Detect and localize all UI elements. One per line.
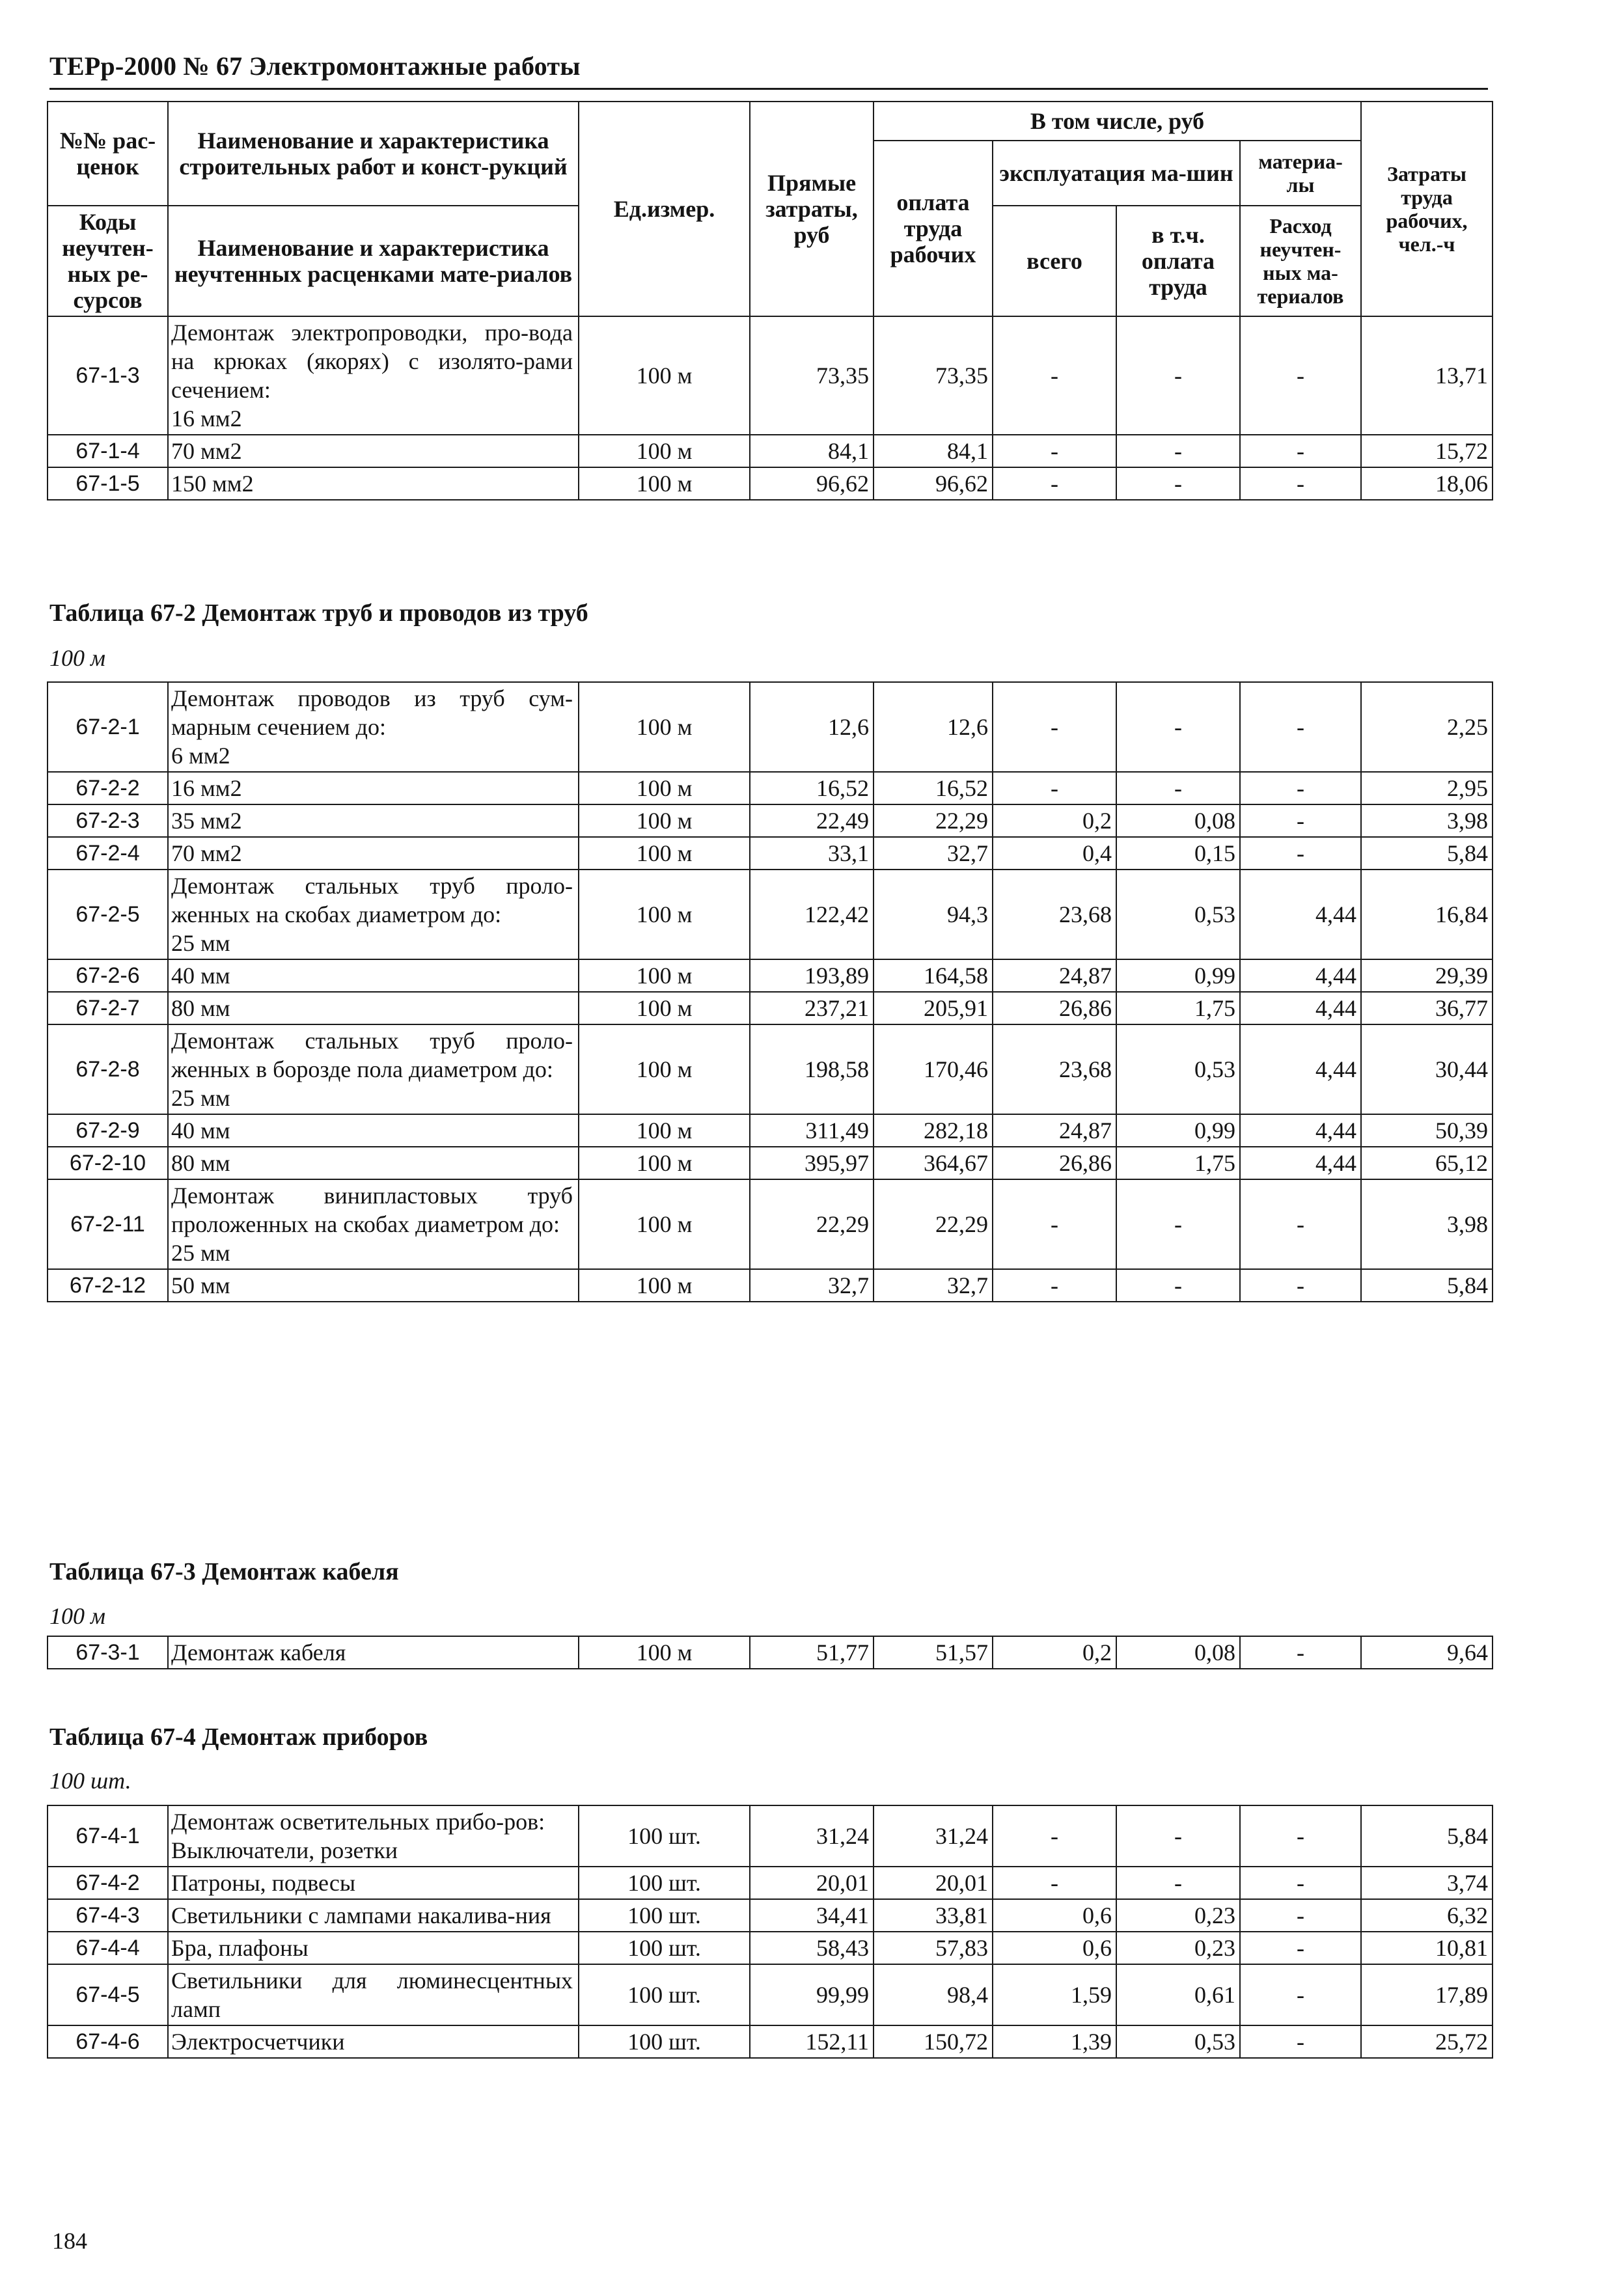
row-unit: 100 шт.	[579, 1805, 750, 1867]
row-direct-cost: 12,6	[750, 682, 874, 772]
row-machines-total: 0,4	[993, 837, 1116, 870]
row-unit: 100 м	[579, 316, 750, 435]
row-direct-cost: 311,49	[750, 1114, 874, 1147]
row-code: 67-2-12	[48, 1269, 168, 1302]
row-wage: 164,58	[874, 959, 993, 992]
table-row	[48, 1964, 1493, 2025]
row-machines-total: -	[993, 1867, 1116, 1899]
row-code: 67-2-4	[48, 837, 168, 870]
row-labor: 6,32	[1361, 1899, 1493, 1932]
row-materials: -	[1240, 1179, 1361, 1269]
row-materials: -	[1240, 772, 1361, 804]
row-unit: 100 м	[579, 682, 750, 772]
row-machines-wage: -	[1116, 467, 1240, 500]
row-wage: 12,6	[874, 682, 993, 772]
page-header	[49, 51, 1488, 90]
row-direct-cost: 96,62	[750, 467, 874, 500]
row-name: 80 мм	[168, 1147, 579, 1179]
row-direct-cost: 33,1	[750, 837, 874, 870]
row-machines-wage: -	[1116, 1867, 1240, 1899]
row-unit: 100 шт.	[579, 1899, 750, 1932]
row-machines-total: 26,86	[993, 992, 1116, 1024]
row-code: 67-2-9	[48, 1114, 168, 1147]
row-labor: 3,74	[1361, 1867, 1493, 1899]
row-machines-total: 26,86	[993, 1147, 1116, 1179]
row-machines-wage: -	[1116, 1269, 1240, 1302]
table-row	[48, 2025, 1493, 2058]
row-name: 150 мм2	[168, 467, 579, 500]
row-machines-wage: 0,08	[1116, 1636, 1240, 1669]
row-unit: 100 м	[579, 1269, 750, 1302]
table-row	[48, 1899, 1493, 1932]
row-name-sub: 16 мм2	[171, 405, 242, 432]
row-materials: -	[1240, 837, 1361, 870]
col-header-machines-wage: в т.ч. оплата труда	[1116, 206, 1240, 316]
row-name: 16 мм2	[168, 772, 579, 804]
row-unit: 100 м	[579, 467, 750, 500]
row-labor: 16,84	[1361, 870, 1493, 959]
row-labor: 5,84	[1361, 1805, 1493, 1867]
row-code: 67-4-6	[48, 2025, 168, 2058]
table-67-3	[47, 1636, 1493, 1669]
row-direct-cost: 122,42	[750, 870, 874, 959]
row-name: 80 мм	[168, 992, 579, 1024]
row-machines-wage: 0,53	[1116, 2025, 1240, 2058]
col-header-unit: Ед.измер.	[579, 102, 750, 316]
row-name-sub: 25 мм	[171, 1085, 230, 1111]
row-code: 67-3-1	[48, 1636, 168, 1669]
row-labor: 5,84	[1361, 1269, 1493, 1302]
row-wage: 98,4	[874, 1964, 993, 2025]
row-name	[168, 1805, 579, 1867]
row-wage: 84,1	[874, 435, 993, 467]
row-machines-total: 24,87	[993, 1114, 1116, 1147]
col-header-direct-cost: Прямые затраты, руб	[750, 102, 874, 316]
row-materials: -	[1240, 467, 1361, 500]
row-name: 40 мм	[168, 1114, 579, 1147]
table-row	[48, 992, 1493, 1024]
row-code: 67-2-5	[48, 870, 168, 959]
row-machines-total: -	[993, 1179, 1116, 1269]
row-materials: -	[1240, 1805, 1361, 1867]
table-row	[48, 1024, 1493, 1114]
table-row	[48, 772, 1493, 804]
table-row	[48, 1179, 1493, 1269]
table-row	[48, 1114, 1493, 1147]
table-row	[48, 804, 1493, 837]
row-machines-wage: 0,53	[1116, 870, 1240, 959]
row-direct-cost: 198,58	[750, 1024, 874, 1114]
row-wage: 32,7	[874, 837, 993, 870]
row-name: Бра, плафоны	[168, 1932, 579, 1964]
row-materials: 4,44	[1240, 992, 1361, 1024]
row-name-sub: 6 мм2	[171, 743, 230, 769]
row-materials: 4,44	[1240, 959, 1361, 992]
row-name-main: Демонтаж стальных труб проло-женных в борозде пола диаметром до:	[171, 1028, 573, 1082]
row-name: Светильники с лампами накалива-ния	[168, 1899, 579, 1932]
row-name: 70 мм2	[168, 837, 579, 870]
row-direct-cost: 395,97	[750, 1147, 874, 1179]
row-wage: 94,3	[874, 870, 993, 959]
row-name-main: Демонтаж винипластовых труб проложенных на скобах диаметром до:	[171, 1183, 573, 1237]
row-machines-total: 23,68	[993, 870, 1116, 959]
row-labor: 9,64	[1361, 1636, 1493, 1669]
row-wage: 73,35	[874, 316, 993, 435]
row-machines-wage: 1,75	[1116, 992, 1240, 1024]
row-direct-cost: 152,11	[750, 2025, 874, 2058]
row-unit: 100 м	[579, 870, 750, 959]
row-materials: 4,44	[1240, 1147, 1361, 1179]
row-labor: 36,77	[1361, 992, 1493, 1024]
row-unit: 100 шт.	[579, 2025, 750, 2058]
row-name: 35 мм2	[168, 804, 579, 837]
row-code: 67-2-3	[48, 804, 168, 837]
row-name	[168, 1179, 579, 1269]
row-unit: 100 м	[579, 1636, 750, 1669]
table-row	[48, 870, 1493, 959]
row-unit: 100 м	[579, 1147, 750, 1179]
row-machines-wage: 0,99	[1116, 1114, 1240, 1147]
row-machines-wage: 0,53	[1116, 1024, 1240, 1114]
row-direct-cost: 99,99	[750, 1964, 874, 2025]
section-unit-67-2: 100 м	[49, 645, 105, 671]
row-name-main: Демонтаж осветительных прибо-ров:	[171, 1809, 545, 1835]
row-labor: 50,39	[1361, 1114, 1493, 1147]
row-labor: 18,06	[1361, 467, 1493, 500]
section-title-67-4: Таблица 67-4 Демонтаж приборов	[49, 1723, 428, 1751]
table-row	[48, 1636, 1493, 1669]
section-title-67-3: Таблица 67-3 Демонтаж кабеля	[49, 1558, 399, 1585]
row-unit: 100 шт.	[579, 1964, 750, 2025]
row-code: 67-4-3	[48, 1899, 168, 1932]
row-wage: 22,29	[874, 804, 993, 837]
row-name-main: Демонтаж стальных труб проло-женных на скобах диаметром до:	[171, 873, 573, 927]
row-code: 67-2-2	[48, 772, 168, 804]
header-rule	[49, 88, 1488, 90]
row-wage: 22,29	[874, 1179, 993, 1269]
row-machines-wage: -	[1116, 772, 1240, 804]
row-direct-cost: 58,43	[750, 1932, 874, 1964]
row-machines-total: 1,59	[993, 1964, 1116, 2025]
row-machines-total: -	[993, 467, 1116, 500]
row-materials: -	[1240, 1932, 1361, 1964]
row-machines-total: -	[993, 1805, 1116, 1867]
row-wage: 20,01	[874, 1867, 993, 1899]
row-unit: 100 м	[579, 772, 750, 804]
row-machines-total: 0,2	[993, 804, 1116, 837]
row-unit: 100 м	[579, 959, 750, 992]
table-row	[48, 1147, 1493, 1179]
row-direct-cost: 16,52	[750, 772, 874, 804]
row-machines-wage: -	[1116, 1179, 1240, 1269]
row-name-main: Демонтаж электропроводки, про-вода на крюках (якорях) с изолято-рами сечением:	[171, 320, 573, 403]
row-machines-wage: -	[1116, 1805, 1240, 1867]
row-name	[168, 870, 579, 959]
row-name: Светильники для люминесцентных ламп	[168, 1964, 579, 2025]
row-unit: 100 м	[579, 837, 750, 870]
page-number: 184	[52, 2228, 87, 2254]
row-name	[168, 682, 579, 772]
row-wage: 364,67	[874, 1147, 993, 1179]
col-header-name: Наименование и характеристика строительных работ и конст-рукций	[168, 102, 579, 206]
row-unit: 100 м	[579, 992, 750, 1024]
table-row	[48, 1867, 1493, 1899]
row-name-main: Демонтаж проводов из труб сум-марным сечением до:	[171, 685, 573, 740]
row-wage: 33,81	[874, 1899, 993, 1932]
row-code: 67-1-5	[48, 467, 168, 500]
row-code: 67-2-1	[48, 682, 168, 772]
row-labor: 10,81	[1361, 1932, 1493, 1964]
row-unit: 100 м	[579, 1024, 750, 1114]
row-direct-cost: 34,41	[750, 1899, 874, 1932]
table-row	[48, 1805, 1493, 1867]
row-machines-total: -	[993, 316, 1116, 435]
row-labor: 65,12	[1361, 1147, 1493, 1179]
row-materials: -	[1240, 1964, 1361, 2025]
row-direct-cost: 22,29	[750, 1179, 874, 1269]
row-labor: 2,25	[1361, 682, 1493, 772]
row-materials: -	[1240, 1269, 1361, 1302]
row-materials: 4,44	[1240, 1114, 1361, 1147]
row-code: 67-1-4	[48, 435, 168, 467]
row-wage: 57,83	[874, 1932, 993, 1964]
table-row	[48, 316, 1493, 435]
row-labor: 29,39	[1361, 959, 1493, 992]
row-labor: 3,98	[1361, 804, 1493, 837]
row-wage: 150,72	[874, 2025, 993, 2058]
row-code: 67-2-11	[48, 1179, 168, 1269]
row-labor: 5,84	[1361, 837, 1493, 870]
row-machines-wage: 0,23	[1116, 1932, 1240, 1964]
row-name	[168, 1024, 579, 1114]
row-name: Патроны, подвесы	[168, 1867, 579, 1899]
row-machines-total: -	[993, 435, 1116, 467]
row-machines-total: 23,68	[993, 1024, 1116, 1114]
col-header-code: №№ рас-ценок	[48, 102, 168, 206]
row-name: Демонтаж кабеля	[168, 1636, 579, 1669]
row-machines-total: 0,6	[993, 1932, 1116, 1964]
row-machines-total: -	[993, 772, 1116, 804]
row-wage: 282,18	[874, 1114, 993, 1147]
row-direct-cost: 84,1	[750, 435, 874, 467]
table-row	[48, 435, 1493, 467]
row-direct-cost: 73,35	[750, 316, 874, 435]
row-unit: 100 м	[579, 804, 750, 837]
row-name: 40 мм	[168, 959, 579, 992]
row-machines-wage: -	[1116, 316, 1240, 435]
row-machines-total: 1,39	[993, 2025, 1116, 2058]
row-materials: -	[1240, 1867, 1361, 1899]
row-name: 50 мм	[168, 1269, 579, 1302]
row-machines-wage: 0,08	[1116, 804, 1240, 837]
row-wage: 16,52	[874, 772, 993, 804]
row-wage: 51,57	[874, 1636, 993, 1669]
section-title-67-2: Таблица 67-2 Демонтаж труб и проводов из труб	[49, 599, 588, 627]
section-unit-67-3: 100 м	[49, 1603, 105, 1629]
row-labor: 2,95	[1361, 772, 1493, 804]
row-code: 67-2-8	[48, 1024, 168, 1114]
row-labor: 25,72	[1361, 2025, 1493, 2058]
row-materials: -	[1240, 316, 1361, 435]
row-materials: -	[1240, 682, 1361, 772]
row-machines-wage: -	[1116, 435, 1240, 467]
row-labor: 3,98	[1361, 1179, 1493, 1269]
col-header-group-including: В том числе, руб	[874, 102, 1361, 141]
row-materials: -	[1240, 1636, 1361, 1669]
row-unit: 100 м	[579, 1179, 750, 1269]
row-unit: 100 м	[579, 435, 750, 467]
table-row	[48, 1932, 1493, 1964]
row-materials: -	[1240, 435, 1361, 467]
row-name: 70 мм2	[168, 435, 579, 467]
col-header-group-machines: эксплуатация ма-шин	[993, 141, 1240, 206]
row-name-sub: Выключатели, розетки	[171, 1837, 398, 1863]
table-row	[48, 959, 1493, 992]
col-header-materials: материа-лы	[1240, 141, 1361, 206]
row-code: 67-1-3	[48, 316, 168, 435]
row-labor: 15,72	[1361, 435, 1493, 467]
table-67-1	[47, 101, 1493, 500]
section-unit-67-4: 100 шт.	[49, 1768, 131, 1794]
row-code: 67-4-2	[48, 1867, 168, 1899]
row-materials: 4,44	[1240, 870, 1361, 959]
row-labor: 17,89	[1361, 1964, 1493, 2025]
row-wage: 32,7	[874, 1269, 993, 1302]
row-direct-cost: 32,7	[750, 1269, 874, 1302]
row-code: 67-2-6	[48, 959, 168, 992]
table-row	[48, 837, 1493, 870]
row-direct-cost: 51,77	[750, 1636, 874, 1669]
row-wage: 31,24	[874, 1805, 993, 1867]
row-direct-cost: 193,89	[750, 959, 874, 992]
row-machines-wage: 0,15	[1116, 837, 1240, 870]
row-machines-wage: 0,99	[1116, 959, 1240, 992]
row-machines-wage: 1,75	[1116, 1147, 1240, 1179]
row-code: 67-4-1	[48, 1805, 168, 1867]
row-name-sub: 25 мм	[171, 1240, 230, 1266]
row-materials: -	[1240, 804, 1361, 837]
col-header-materials-consumption: Расход неучтен-ных ма-териалов	[1240, 206, 1361, 316]
row-unit: 100 шт.	[579, 1867, 750, 1899]
row-code: 67-4-5	[48, 1964, 168, 2025]
table-row	[48, 1269, 1493, 1302]
row-unit: 100 м	[579, 1114, 750, 1147]
row-direct-cost: 31,24	[750, 1805, 874, 1867]
table-67-2	[47, 681, 1493, 1302]
row-machines-total: 0,6	[993, 1899, 1116, 1932]
row-unit: 100 шт.	[579, 1932, 750, 1964]
col-header-materials-name: Наименование и характеристика неучтенных расценками мате-риалов	[168, 206, 579, 316]
row-name: Электросчетчики	[168, 2025, 579, 2058]
row-materials: -	[1240, 2025, 1361, 2058]
row-machines-total: -	[993, 682, 1116, 772]
row-machines-total: 0,2	[993, 1636, 1116, 1669]
row-machines-wage: 0,61	[1116, 1964, 1240, 2025]
row-direct-cost: 237,21	[750, 992, 874, 1024]
row-direct-cost: 20,01	[750, 1867, 874, 1899]
row-machines-total: 24,87	[993, 959, 1116, 992]
row-machines-total: -	[993, 1269, 1116, 1302]
col-header-labor: Затраты труда рабочих, чел.-ч	[1361, 102, 1493, 316]
row-materials: 4,44	[1240, 1024, 1361, 1114]
row-code: 67-4-4	[48, 1932, 168, 1964]
row-materials: -	[1240, 1899, 1361, 1932]
row-name	[168, 316, 579, 435]
row-labor: 13,71	[1361, 316, 1493, 435]
row-direct-cost: 22,49	[750, 804, 874, 837]
row-labor: 30,44	[1361, 1024, 1493, 1114]
table-67-4	[47, 1805, 1493, 2059]
col-header-resource-codes: Коды неучтен-ных ре-сурсов	[48, 206, 168, 316]
row-wage: 96,62	[874, 467, 993, 500]
col-header-wage: оплата труда рабочих	[874, 141, 993, 316]
row-machines-wage: -	[1116, 682, 1240, 772]
row-code: 67-2-10	[48, 1147, 168, 1179]
table-row	[48, 682, 1493, 772]
col-header-machines-total: всего	[993, 206, 1116, 316]
row-code: 67-2-7	[48, 992, 168, 1024]
document-title: ТЕРр-2000 № 67 Электромонтажные работы	[49, 51, 581, 81]
table-row	[48, 467, 1493, 500]
row-name-sub: 25 мм	[171, 930, 230, 956]
row-wage: 205,91	[874, 992, 993, 1024]
row-machines-wage: 0,23	[1116, 1899, 1240, 1932]
row-wage: 170,46	[874, 1024, 993, 1114]
